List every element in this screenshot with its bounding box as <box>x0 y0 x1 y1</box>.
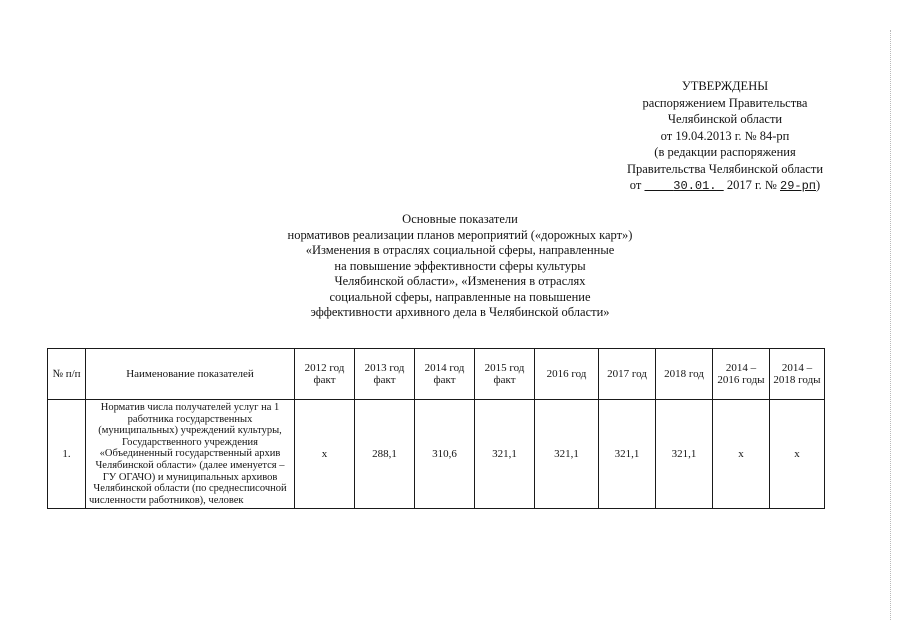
header-2012: 2012 год факт <box>295 349 355 400</box>
approval-line: от 19.04.2013 г. № 84-рп <box>660 128 790 143</box>
title-line: нормативов реализации планов мероприятий («дорожных карт») <box>287 227 633 242</box>
header-2018: 2018 год <box>656 349 713 400</box>
cell-2012: х <box>295 400 355 509</box>
row-indicator-name: Норматив числа получателей услуг на 1 работника государственных (муниципальных) учреждений культуры, Государственного учреждения «Объединенный государственный архив Челябинской области» (далее именуется – ГУ ОГАЧО) и муниципальных архивов Челябинской области (по среднесписочной численности работников), человек <box>86 400 295 509</box>
date-mid: 2017 г. № <box>726 178 777 192</box>
cell-2015: 321,1 <box>475 400 535 509</box>
header-2017: 2017 год <box>599 349 656 400</box>
title-line: «Изменения в отраслях социальной сферы, направленные <box>305 243 615 257</box>
approval-line: Челябинской области <box>667 112 783 126</box>
document-title <box>160 212 760 321</box>
approval-line: (в редакции распоряжения <box>654 145 796 159</box>
date-prefix: от <box>629 178 642 192</box>
title-line: Челябинской области», «Изменения в отраслях <box>334 274 586 288</box>
approval-block <box>585 78 865 195</box>
header-2014: 2014 год факт <box>415 349 475 400</box>
title-line: на повышение эффективности сферы культуры <box>334 258 586 273</box>
header-2013: 2013 год факт <box>355 349 415 400</box>
date-fill: 30.01. <box>673 179 717 193</box>
cell-2014-2016: х <box>713 400 770 509</box>
approval-line: распоряжением Правительства <box>642 95 808 110</box>
approval-date-line <box>585 177 865 195</box>
date-suffix: ) <box>816 178 821 192</box>
number-fill: 29-рп <box>780 179 817 193</box>
scan-edge-line <box>890 30 892 620</box>
indicators-table <box>47 348 825 509</box>
header-2015: 2015 год факт <box>475 349 535 400</box>
table-row <box>48 400 825 509</box>
title-line: социальной сферы, направленные на повышение <box>329 289 591 304</box>
table-header-row <box>48 349 825 400</box>
approval-line: Правительства Челябинской области <box>626 161 824 176</box>
cell-2014-2018: х <box>770 400 825 509</box>
title-line: эффективности архивного дела в Челябинской области» <box>310 305 610 319</box>
cell-2014: 310,6 <box>415 400 475 509</box>
header-num: № п/п <box>48 349 86 400</box>
title-line: Основные показатели <box>402 212 518 226</box>
header-2014-2016: 2014 – 2016 годы <box>713 349 770 400</box>
cell-2018: 321,1 <box>656 400 713 509</box>
cell-2017: 321,1 <box>599 400 656 509</box>
cell-2016: 321,1 <box>535 400 599 509</box>
approval-heading: УТВЕРЖДЕНЫ <box>681 79 769 93</box>
header-name: Наименование показателей <box>86 349 295 400</box>
header-2014-2018: 2014 – 2018 годы <box>770 349 825 400</box>
header-2016: 2016 год <box>535 349 599 400</box>
cell-2013: 288,1 <box>355 400 415 509</box>
row-num: 1. <box>48 400 86 509</box>
